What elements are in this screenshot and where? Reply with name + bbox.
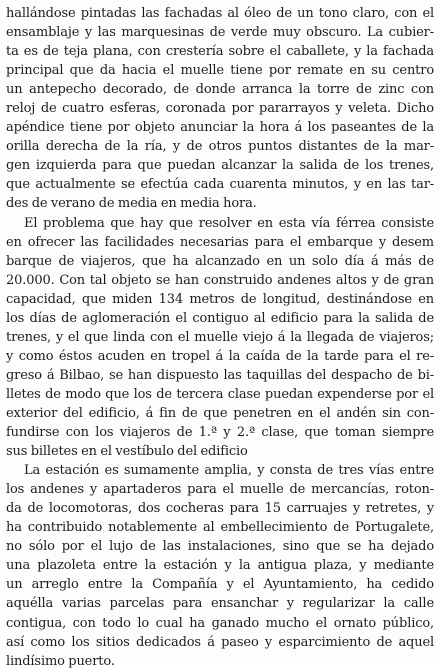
text-line: greso á Bilbao, se han dispuesto las taquillas del despacho de bi- <box>6 367 434 383</box>
text-line: lletes de modo que los de tercera clase puedan expenderse por el <box>6 386 434 402</box>
text-line: barque de viajeros, que ha alcanzado en un solo día á más de <box>6 253 434 269</box>
paragraph-2 <box>6 214 434 462</box>
text-column <box>6 4 434 671</box>
text-line: principal que da hacia el muelle tiene por remate en su centro <box>6 63 434 79</box>
text-line: los andenes y apartaderos para el muelle de mercancías, roton- <box>6 482 434 498</box>
text-line: des de verano de media en media hora. <box>6 196 257 212</box>
text-line: capacidad, que miden 134 metros de longitud, destinándose en <box>6 291 434 307</box>
text-line: aquélla varias parcelas para ensanchar y regularizar la calle <box>6 596 434 612</box>
text-line: en ofrecer las facilidades necesarias para el embarque y desem <box>6 234 434 250</box>
paragraph-3 <box>6 461 434 671</box>
text-line: así como los sitios dedicados á paseo y esparcimiento de aquel <box>6 634 434 650</box>
text-line: no sólo por el lujo de las instalaciones, sino que se ha dejado <box>6 539 434 555</box>
text-line: gen izquierda para que puedan alcanzar la salida de los trenes, <box>6 158 434 174</box>
text-line: ha contribuido notablemente al embellecimiento de Portugalete, <box>6 520 434 536</box>
text-line: El problema que hay que resolver en esta vía férrea consiste <box>24 215 434 231</box>
text-line: orilla derecha de la ría, y de otros puntos distantes de la mar- <box>6 139 434 155</box>
text-line: ensamblaje y las marquesinas de verde muy obscuro. La cubier- <box>6 25 434 41</box>
text-line: los días de aglomeración el contiguo al edificio para la salida de <box>6 310 434 326</box>
text-line: fundirse con los viajeros de 1.ª y 2.ª clase, que toman siempre <box>6 425 434 441</box>
paragraph-1 <box>6 4 434 214</box>
text-line: y como éstos acuden en tropel á la caída de la tarde para el re- <box>6 348 434 364</box>
text-line: apéndice tiene por objeto anunciar la hora á los paseantes de la <box>6 120 434 136</box>
text-line: ta es de teja plana, con crestería sobre el caballete, y la fachada <box>6 44 434 60</box>
text-line: una plazoleta entre la estación y la antigua plaza, y mediante <box>6 558 434 574</box>
text-line: da de locomotoras, dos cocheras para 15 carruajes y retretes, y <box>6 501 434 517</box>
text-line: exterior del edificio, á fin de que penetren en el andén sin con- <box>6 405 434 421</box>
text-line: 20.000. Con tal objeto se han construido andenes altos y de gran <box>6 272 434 288</box>
text-line: reloj de cuatro esferas, coronada por pararrayos y veleta. Dicho <box>6 101 434 117</box>
text-line: sus billetes en el vestíbulo del edificio <box>6 444 248 460</box>
text-line: que actualmente se efectúa cada cuarenta minutos, y en las tar- <box>6 177 434 193</box>
text-line: un antepecho decorado, de donde arranca la torre de zinc con <box>6 82 434 98</box>
text-line: lindísimo puerto. <box>6 653 115 669</box>
text-line: hallándose pintadas las fachadas al óleo de un tono claro, con el <box>6 6 434 21</box>
text-line: La estación es sumamente amplia, y consta de tres vías entre <box>24 463 434 479</box>
text-line: un arreglo entre la Compañía y el Ayuntamiento, ha cedido <box>6 577 434 593</box>
text-line: contigua, con todo lo cual ha ganado mucho el ornato público, <box>6 615 434 631</box>
text-line: trenes, y el que linda con el muelle viejo á la llegada de viajeros; <box>6 329 434 345</box>
